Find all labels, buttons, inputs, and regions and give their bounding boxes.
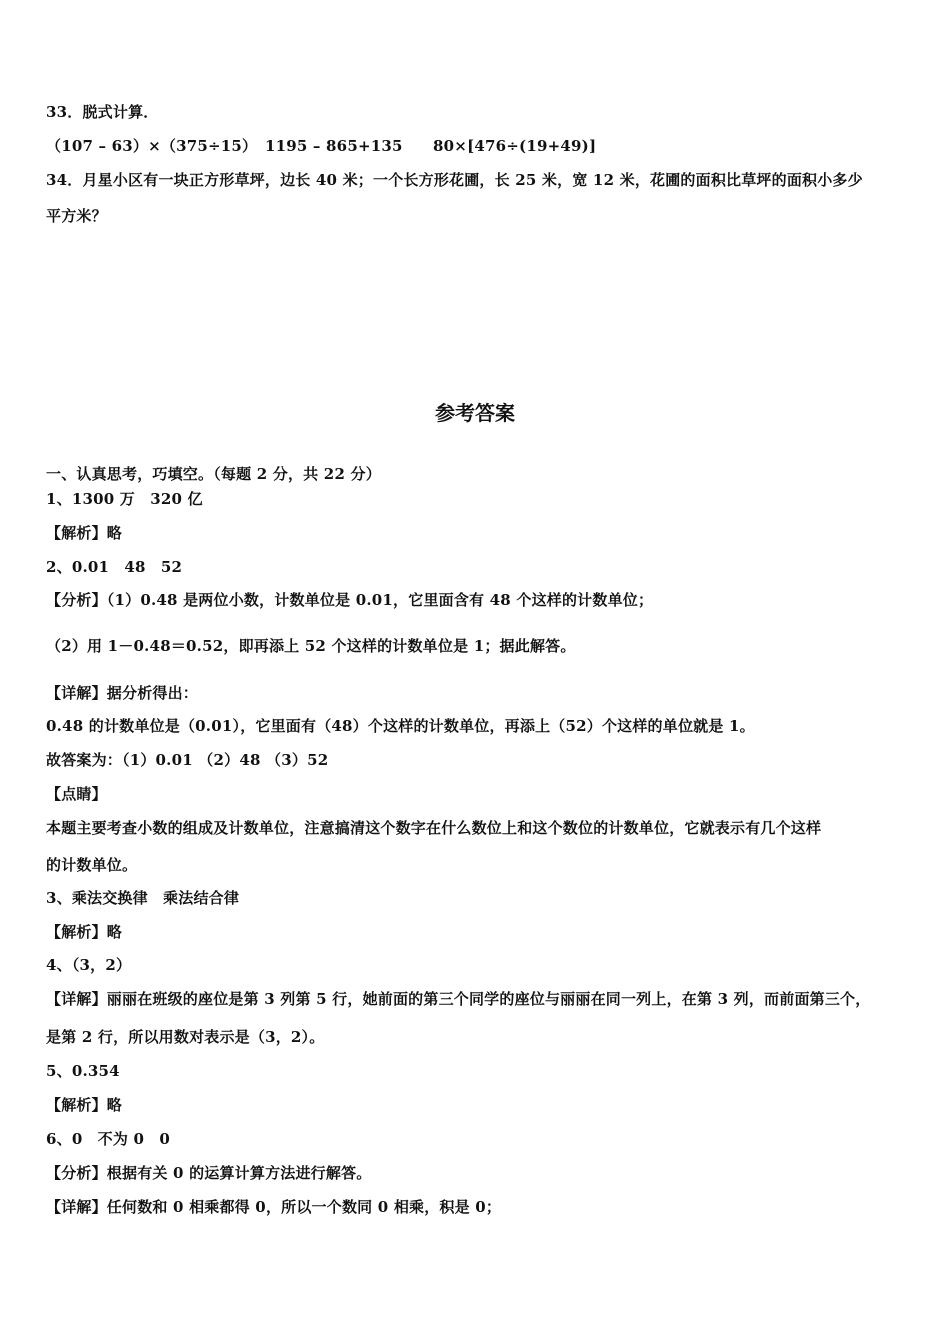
- answer-1: 1、1300 万 320 亿: [46, 490, 203, 508]
- answer-2-analysis: 【分析】（1）0.48 是两位小数，计数单位是 0.01，它里面含有 48 个这样的计数单位；: [46, 591, 654, 609]
- question-33-expressions: （107 – 63）×（375÷15） 1195 – 865+135 80×[476÷(19+49)]: [46, 137, 597, 155]
- answer-2-comment-line-2: 的计数单位。: [46, 856, 138, 874]
- answer-2-comment: 【点睛】: [46, 785, 107, 803]
- answer-4-detail-line-1: 【详解】丽丽在班级的座位是第 3 列第 5 行，她前面的第三个同学的座位与丽丽在同一列上，在第 3 列，而前面第三个，: [46, 990, 871, 1008]
- answer-6-analysis: 【分析】根据有关 0 的运算计算方法进行解答。: [46, 1164, 372, 1182]
- question-34-line-2: 平方米？: [46, 207, 107, 225]
- answer-4-detail-line-2: 是第 2 行，所以用数对表示是（3，2）。: [46, 1028, 325, 1046]
- answer-2-detail-body: 0.48 的计数单位是（0.01），它里面有（48）个这样的计数单位，再添上（52）个这样的单位就是 1。: [46, 717, 755, 735]
- answer-3: 3、乘法交换律 乘法结合律: [46, 889, 240, 907]
- answer-2-result: 故答案为：（1）0.01 （2）48 （3）52: [46, 751, 329, 769]
- answer-4: 4、（3，2）: [46, 956, 132, 974]
- section-1-heading: 一、认真思考，巧填空。（每题 2 分，共 22 分）: [46, 465, 381, 483]
- answer-2-detail: 【详解】据分析得出：: [46, 684, 199, 702]
- answer-3-analysis: 【解析】略: [46, 923, 123, 941]
- question-33-title: 33．脱式计算．: [46, 103, 159, 121]
- answer-1-analysis: 【解析】略: [46, 524, 123, 542]
- answers-title: 参考答案: [435, 401, 515, 425]
- answer-2: 2、0.01 48 52: [46, 558, 183, 576]
- question-34-line-1: 34．月星小区有一块正方形草坪，边长 40 米；一个长方形花圃，长 25 米，宽 12 米，花圃的面积比草坪的面积小多少: [46, 171, 863, 189]
- answer-5: 5、0.354: [46, 1062, 120, 1080]
- answer-6: 6、0 不为 0 0: [46, 1130, 170, 1148]
- answer-5-analysis: 【解析】略: [46, 1096, 123, 1114]
- answer-2-comment-line-1: 本题主要考查小数的组成及计数单位，注意搞清这个数字在什么数位上和这个数位的计数单位，它就表示有几个这样: [46, 819, 822, 837]
- answer-2-analysis-2: （2）用 1－0.48＝0.52，即再添上 52 个这样的计数单位是 1；据此解答。: [46, 637, 576, 655]
- answer-6-detail: 【详解】任何数和 0 相乘都得 0，所以一个数同 0 相乘，积是 0；: [46, 1198, 502, 1216]
